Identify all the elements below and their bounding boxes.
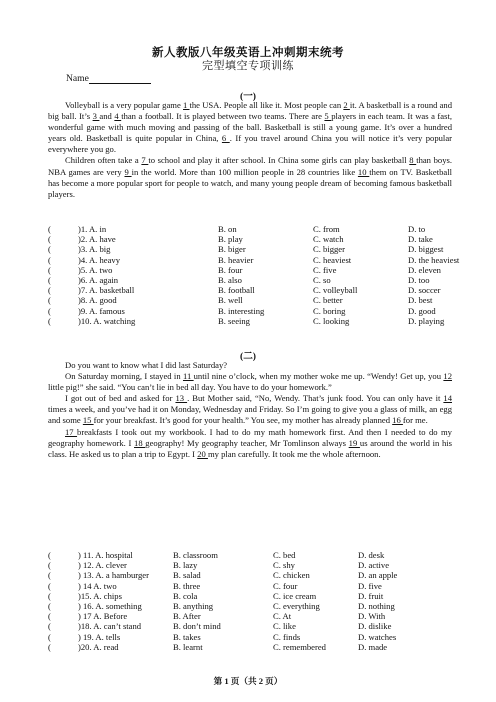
- paragraph: Do you want to know what I did last Saturday?: [65, 360, 228, 370]
- blank-18[interactable]: 18: [134, 437, 146, 448]
- question-row[interactable]: ( )1. A. in B. on C. from D. to: [48, 224, 426, 234]
- question-row[interactable]: ( )18. A. can’t stand B. don’t mind C. like D. dislike: [48, 621, 392, 632]
- paragraph: Children often take a 7 to school and play it after school. In China some girls can play basketball 8 than boys. NBA games are very 9 in the world. More than 100 million people in 28 countries like 10 them on TV. Basketball has become a more popular sport for people to watch, and many young people dream of becoming famous basketball players.: [48, 155, 453, 199]
- question-row[interactable]: ( )20. A. read B. learnt C. remembered D. made: [48, 641, 388, 652]
- blank-9[interactable]: 9: [124, 166, 132, 177]
- section-2-passage: [48, 360, 452, 460]
- section-1-questions: [48, 224, 458, 326]
- section-2-heading: (二): [240, 351, 256, 362]
- name-field: [66, 73, 151, 84]
- name-blank[interactable]: [89, 74, 151, 84]
- question-row[interactable]: ( )15. A. chips B. cola C. ice cream D. fruit: [48, 590, 384, 601]
- question-row[interactable]: ( ) 11. A. hospital B. classroom C. bed D. desk: [48, 550, 385, 560]
- blank-16[interactable]: 16: [392, 415, 403, 426]
- section-1-heading: (一): [240, 91, 256, 102]
- blank-2[interactable]: 2: [343, 100, 350, 110]
- blank-5[interactable]: 5: [324, 111, 332, 122]
- blank-6[interactable]: 6: [221, 133, 230, 144]
- blank-13[interactable]: 13: [175, 393, 188, 404]
- section-1-passage: [48, 100, 452, 200]
- blank-19[interactable]: 19: [348, 437, 360, 448]
- blank-11[interactable]: 11: [182, 371, 194, 382]
- question-row[interactable]: ( ) 13. A. a hamburger B. salad C. chicken D. an apple: [48, 570, 398, 581]
- blank-12[interactable]: 12: [443, 371, 452, 382]
- question-row[interactable]: ( )3. A. big B. biger C. bigger D. biggest: [48, 244, 444, 255]
- blank-15[interactable]: 15: [82, 415, 94, 426]
- question-row[interactable]: ( )6. A. again B. also C. so D. too: [48, 274, 430, 285]
- blank-20[interactable]: 20: [197, 448, 208, 459]
- question-row[interactable]: ( ) 16. A. something B. anything C. everything D. nothing: [48, 600, 395, 611]
- paragraph: 17 breakfasts I took out my workbook. I had to do my math homework first. And then I needed to do my geography homework. I 18 geography! My geography teacher, Mr Tomlinson always 19 us around the world in his class. He asked us to plan a trip to Egypt. I 20 my plan carefully. It took me the whole afternoon.: [48, 426, 452, 459]
- question-row[interactable]: ( ) 17 A. Before B. After C. At D. With: [48, 611, 386, 622]
- page-footer: 第 1 页（共 2 页）: [213, 676, 283, 686]
- blank-7[interactable]: 7: [141, 155, 149, 166]
- blank-17[interactable]: 17: [65, 426, 78, 437]
- question-row[interactable]: ( )9. A. famous B. interesting C. boring D. good: [48, 305, 436, 316]
- page-title: 新人教版八年级英语上冲刺期末统考: [152, 47, 344, 59]
- question-row[interactable]: ( )7. A. basketball B. football C. volleyball D. soccer: [48, 285, 441, 296]
- blank-14[interactable]: 14: [443, 393, 452, 404]
- question-row[interactable]: ( )10. A. watching B. seeing C. looking D. playing: [48, 315, 445, 326]
- question-row[interactable]: ( )4. A. heavy B. heavier C. heaviest D. the heaviest: [48, 254, 460, 265]
- blank-4[interactable]: 4: [114, 111, 122, 122]
- paragraph: I got out of bed and asked for 13 . But Mother said, “No, Wendy. That’s junk food. You can only have it 14 times a week, and you’ve had it on Monday, Wednesday and Friday. So I’m going to give you a glass of milk, an egg and some 15 for your breakfast. It’s good for your health.” You see, my mother has already planned 16 for me.: [48, 393, 452, 426]
- question-row[interactable]: ( )2. A. have B. play C. watch D. take: [48, 234, 433, 245]
- section-2-questions: [48, 550, 458, 652]
- blank-8[interactable]: 8: [409, 155, 417, 166]
- question-row[interactable]: ( ) 19. A. tells B. takes C. finds D. watches: [48, 631, 397, 642]
- question-row[interactable]: ( ) 12. A. clever B. lazy C. shy D. active: [48, 560, 390, 571]
- question-row[interactable]: ( )5. A. two B. four C. five D. eleven: [48, 264, 441, 275]
- blank-3[interactable]: 3: [92, 111, 100, 122]
- question-row[interactable]: ( ) 14 A. two B. three C. four D. five: [48, 580, 382, 591]
- name-label: Name: [66, 73, 89, 84]
- question-row[interactable]: ( )8. A. good B. well C. better D. best: [48, 295, 433, 306]
- page-subtitle: 完型填空专项训练: [202, 60, 294, 72]
- paragraph: On Saturday morning, I stayed in 11 until nine o’clock, when my mother woke me up. “Wendy! Get up, you 12 little pig!” she said. “You can’t lie in bed all day. You have to do your homework.”: [48, 371, 452, 393]
- blank-10[interactable]: 10: [357, 166, 370, 177]
- paragraph: Volleyball is a very popular game 1 the USA. People all like it. Most people can 2 it. A basketball is a round and big ball. It’s 3 and 4 than a football. It is played between two teams. There are 5 players in each team. It was a fast, wonderful game with much moving and passing of the ball. Basketball is still a young game. It’s over a hundred years old. Basketball is quite popular in China, 6 . If you travel around China you will notice it’s very popular everywhere you go.: [48, 100, 453, 155]
- blank-1[interactable]: 1: [183, 100, 190, 110]
